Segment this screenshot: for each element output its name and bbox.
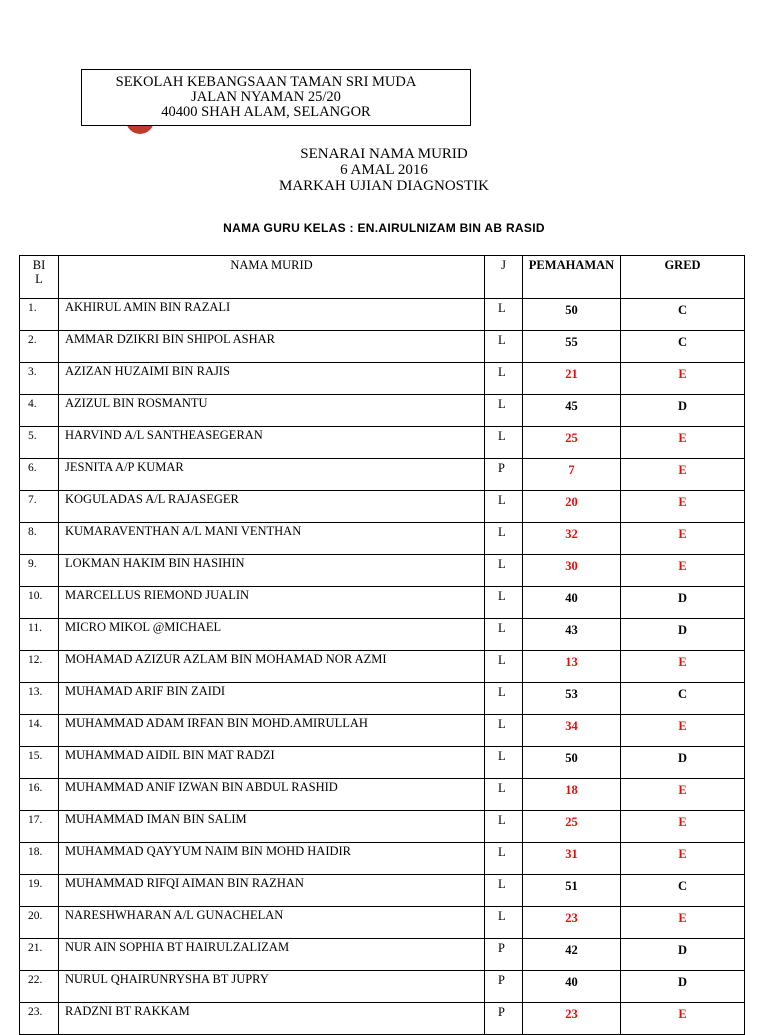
row-gred: E [621,427,745,459]
row-nama: MARCELLUS RIEMOND JUALIN [59,587,485,619]
row-gred: E [621,491,745,523]
table-row [20,299,745,331]
row-gred: E [621,555,745,587]
row-markah: 42 [523,939,621,971]
row-bil: 12. [20,651,59,683]
heading-subtitle: MARKAH UJIAN DIAGNOSTIK [279,178,489,194]
table-row [20,939,745,971]
row-nama: MUHAMMAD QAYYUM NAIM BIN MOHD HAIDIR [59,843,485,875]
row-gred: E [621,779,745,811]
row-gred: E [621,459,745,491]
heading-title: SENARAI NAMA MURID [300,146,468,162]
table-body [20,299,745,1035]
row-bil: 2. [20,331,59,363]
row-nama: HARVIND A/L SANTHEASEGERAN [59,427,485,459]
row-nama: NUR AIN SOPHIA BT HAIRULZALIZAM [59,939,485,971]
row-gred: E [621,523,745,555]
row-jantina: L [485,587,523,619]
school-name: SEKOLAH KEBANGSAAN TAMAN SRI MUDA [115,74,417,90]
row-markah: 25 [523,427,621,459]
row-nama: KUMARAVENTHAN A/L MANI VENTHAN [59,523,485,555]
row-jantina: L [485,299,523,331]
row-nama: AZIZUL BIN ROSMANTU [59,395,485,427]
table-row [20,363,745,395]
table-row [20,491,745,523]
row-bil: 9. [20,555,59,587]
row-markah: 50 [523,747,621,779]
row-jantina: L [485,747,523,779]
row-gred: D [621,939,745,971]
row-bil: 16. [20,779,59,811]
row-jantina: L [485,619,523,651]
row-markah: 40 [523,971,621,1003]
row-markah: 23 [523,1003,621,1035]
school-address-line2: 40400 SHAH ALAM, SELANGOR [161,104,371,120]
row-nama: NARESHWHARAN A/L GUNACHELAN [59,907,485,939]
row-jantina: L [485,715,523,747]
row-bil: 15. [20,747,59,779]
row-jantina: P [485,459,523,491]
row-gred: E [621,907,745,939]
table-row [20,651,745,683]
row-nama: MICRO MIKOL @MICHAEL [59,619,485,651]
row-markah: 13 [523,651,621,683]
table-row [20,971,745,1003]
row-nama: MUHAMAD ARIF BIN ZAIDI [59,683,485,715]
row-jantina: L [485,523,523,555]
header-pemahaman: PEMAHAMAN [523,256,621,299]
row-nama: RADZNI BT RAKKAM [59,1003,485,1035]
table-row [20,907,745,939]
header-gred: GRED [621,256,745,299]
row-gred: C [621,875,745,907]
table-row [20,555,745,587]
row-bil: 19. [20,875,59,907]
table-row [20,1003,745,1035]
row-bil: 14. [20,715,59,747]
class-teacher-line: NAMA GURU KELAS : EN.AIRULNIZAM BIN AB RASID [223,221,545,235]
row-markah: 30 [523,555,621,587]
row-markah: 23 [523,907,621,939]
header-j: J [485,256,523,299]
row-markah: 7 [523,459,621,491]
table-row [20,395,745,427]
row-nama: MOHAMAD AZIZUR AZLAM BIN MOHAMAD NOR AZMI [59,651,485,683]
row-markah: 31 [523,843,621,875]
row-nama: MUHAMMAD ANIF IZWAN BIN ABDUL RASHID [59,779,485,811]
header-bil: BI L [20,256,59,299]
row-markah: 53 [523,683,621,715]
row-bil: 18. [20,843,59,875]
row-gred: C [621,683,745,715]
row-nama: AZIZAN HUZAIMI BIN RAJIS [59,363,485,395]
table-row [20,587,745,619]
row-bil: 17. [20,811,59,843]
table-row [20,523,745,555]
row-bil: 7. [20,491,59,523]
row-jantina: L [485,683,523,715]
table-row [20,619,745,651]
row-markah: 20 [523,491,621,523]
table-row [20,843,745,875]
table-row [20,683,745,715]
header-nama: NAMA MURID [59,256,485,299]
row-jantina: L [485,907,523,939]
row-gred: D [621,395,745,427]
row-nama: AMMAR DZIKRI BIN SHIPOL ASHAR [59,331,485,363]
row-jantina: L [485,875,523,907]
table-row [20,459,745,491]
row-gred: D [621,747,745,779]
school-header-box [81,69,471,126]
row-bil: 6. [20,459,59,491]
row-bil: 5. [20,427,59,459]
row-gred: E [621,715,745,747]
row-jantina: P [485,971,523,1003]
table-row [20,779,745,811]
row-gred: C [621,299,745,331]
row-markah: 43 [523,619,621,651]
row-bil: 20. [20,907,59,939]
row-markah: 50 [523,299,621,331]
row-nama: JESNITA A/P KUMAR [59,459,485,491]
row-markah: 21 [523,363,621,395]
row-jantina: L [485,363,523,395]
row-markah: 51 [523,875,621,907]
row-bil: 3. [20,363,59,395]
row-jantina: L [485,651,523,683]
row-gred: D [621,619,745,651]
table-row [20,427,745,459]
row-jantina: L [485,811,523,843]
row-jantina: L [485,395,523,427]
document-heading [0,146,768,194]
row-nama: KOGULADAS A/L RAJASEGER [59,491,485,523]
row-nama: MUHAMMAD RIFQI AIMAN BIN RAZHAN [59,875,485,907]
row-gred: E [621,811,745,843]
row-bil: 8. [20,523,59,555]
row-jantina: L [485,331,523,363]
row-bil: 23. [20,1003,59,1035]
row-nama: AKHIRUL AMIN BIN RAZALI [59,299,485,331]
row-bil: 22. [20,971,59,1003]
row-nama: MUHAMMAD AIDIL BIN MAT RADZI [59,747,485,779]
row-jantina: L [485,843,523,875]
row-bil: 10. [20,587,59,619]
row-markah: 25 [523,811,621,843]
row-markah: 34 [523,715,621,747]
row-nama: MUHAMMAD IMAN BIN SALIM [59,811,485,843]
row-jantina: L [485,779,523,811]
row-markah: 55 [523,331,621,363]
heading-class: 6 AMAL 2016 [340,162,428,178]
row-markah: 45 [523,395,621,427]
row-nama: LOKMAN HAKIM BIN HASIHIN [59,555,485,587]
row-jantina: P [485,1003,523,1035]
row-bil: 11. [20,619,59,651]
row-bil: 1. [20,299,59,331]
row-gred: E [621,363,745,395]
student-table [19,255,745,1035]
table-row [20,811,745,843]
row-bil: 21. [20,939,59,971]
table-row [20,331,745,363]
row-jantina: L [485,555,523,587]
row-jantina: L [485,427,523,459]
table-header-row [20,256,745,299]
table-row [20,747,745,779]
table-row [20,875,745,907]
row-nama: MUHAMMAD ADAM IRFAN BIN MOHD.AMIRULLAH [59,715,485,747]
table-row [20,715,745,747]
row-gred: C [621,331,745,363]
row-gred: E [621,843,745,875]
row-jantina: P [485,939,523,971]
row-markah: 18 [523,779,621,811]
row-markah: 40 [523,587,621,619]
row-bil: 13. [20,683,59,715]
row-jantina: L [485,491,523,523]
row-markah: 32 [523,523,621,555]
row-bil: 4. [20,395,59,427]
row-gred: D [621,971,745,1003]
school-address-line1: JALAN NYAMAN 25/20 [191,89,341,105]
row-nama: NURUL QHAIRUNRYSHA BT JUPRY [59,971,485,1003]
row-gred: D [621,587,745,619]
row-gred: E [621,651,745,683]
row-gred: E [621,1003,745,1035]
